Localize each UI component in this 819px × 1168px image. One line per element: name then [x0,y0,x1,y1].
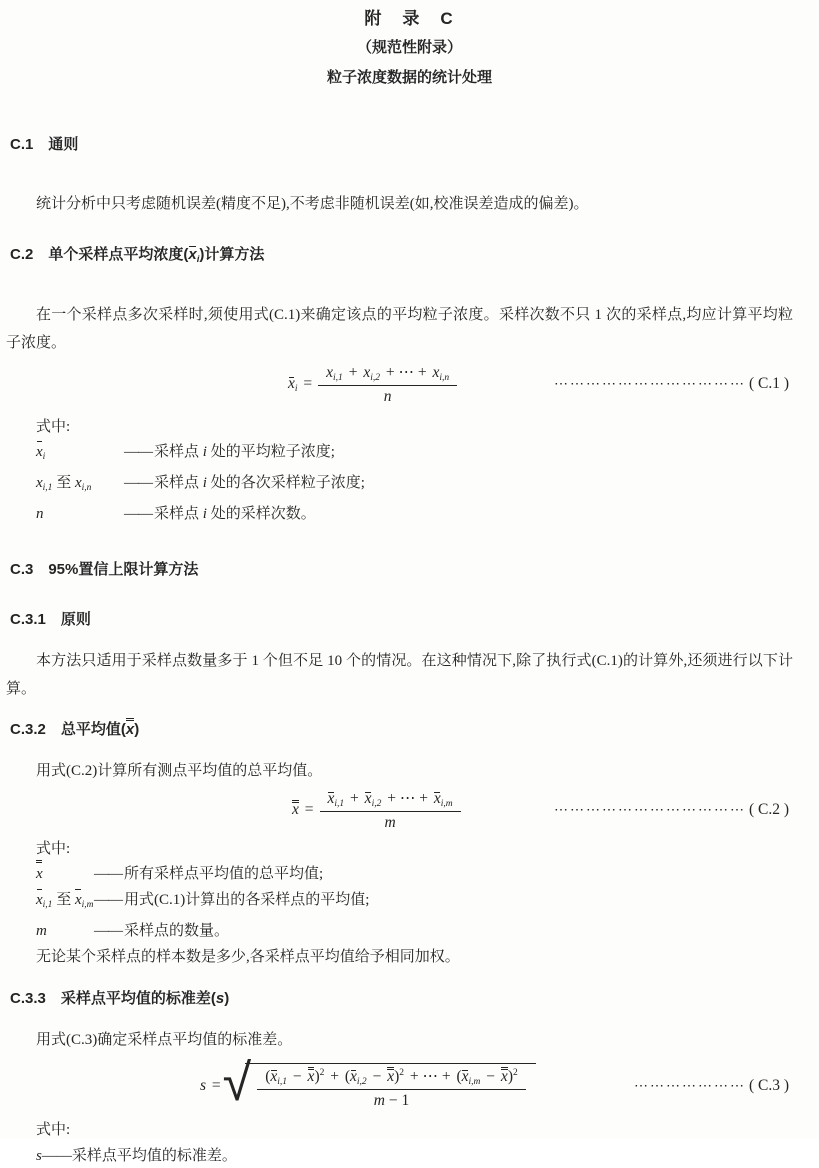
definition-list-c2 [0,861,819,944]
fraction-c2-denominator: m [384,813,396,831]
definition-row [36,861,819,887]
heading-c1: C.1 通则 [10,136,79,153]
heading-c32: C.3.2 总平均值(x) [0,719,819,741]
definition-text: 采样点 i 处的采样次数。 [154,506,316,522]
definition-row [36,918,819,944]
fraction-c1-denominator: n [383,387,392,405]
note-equal-weighting: 无论某个采样点的样本数是多少,各采样点平均值给予相同加权。 [36,949,460,965]
definition-symbol: $x_{i,1}$ 至 $x_{i,m}$ [36,887,94,918]
definition-dash: —— [124,444,152,460]
paragraph-c31: 本方法只适用于采样点数量多于 1 个但不足 10 个的情况。在这种情况下,除了执行式(C.1)的计算外,还须进行以下计算。 [6,653,793,697]
definition-text: 采样点的数量。 [124,923,230,939]
definition-row [36,439,819,470]
fraction-c3-denominator: m − 1 [373,1091,410,1109]
equation-c3-lhs: s = [200,1077,221,1094]
where-label-c1: 式中: [36,419,71,435]
definition-dash: —— [94,866,122,882]
equation-c1 [288,363,461,406]
definition-symbol: n [36,506,44,522]
fraction-c1-numerator: $x_{i,1} + x_{i,2}$ + ⋯ + $x_{i,n}$ [318,363,457,386]
definition-dash: —— [124,506,152,522]
definition-symbol: $x_i$ [36,439,124,470]
equation-c1-lhs: $x_i$ = [288,374,313,394]
fraction-c3-numerator: $(x_{i,1} - x)^2 + (x_{i,2} - x)^2$ + ⋯ + $(x_{i,m} - x)^2$ [257,1067,526,1090]
definition-symbol: x [36,861,94,887]
equation-c3 [200,1052,536,1113]
where-label-c2: 式中: [36,841,71,857]
fraction-c2-numerator: $x_{i,1} + x_{i,2}$ + ⋯ + $x_{i,m}$ [320,789,461,812]
paragraph-c32: 用式(C.2)计算所有测点平均值的总平均值。 [36,763,323,779]
appendix-subtitle: （规范性附录） [356,39,462,56]
dotted-leader-c3: ⋯⋯⋯⋯⋯⋯⋯ [633,1078,746,1094]
heading-c3: C.3 95%置信上限计算方法 [10,561,199,578]
heading-c33: C.3.3 采样点平均值的标准差(s) [10,990,230,1007]
appendix-title: 附 录 C [364,9,455,28]
formula-c1 [0,359,819,409]
paragraph-c33: 用式(C.3)确定采样点平均值的标准差。 [36,1032,293,1048]
heading-c2: C.2 单个采样点平均浓度$(x_i)$计算方法 [10,246,265,265]
equation-number-c3: ( C.3 ) [748,1077,789,1094]
radicand [245,1063,536,1110]
fraction-c2 [320,789,461,832]
fraction-c1 [318,363,457,406]
equation-c2 [292,789,465,832]
formula-c3 [0,1052,819,1114]
definition-text: 采样点 i 处的各次采样粒子浓度; [154,475,365,491]
definition-row [36,470,819,501]
definition-row [36,501,819,527]
definition-text: 采样点 i 处的平均粒子浓度; [154,444,335,460]
definition-symbol: $x_{i,1}$ 至 $x_{i,n}$ [36,475,92,493]
definition-list-c1 [0,439,819,527]
paragraph-c1: 统计分析中只考虑随机误差(精度不足),不考虑非随机误差(如,校准误差造成的偏差)。 [36,196,589,212]
definition-dash: —— [94,923,122,939]
fraction-c3 [257,1067,526,1110]
dotted-leader-c2: ⋯⋯⋯⋯⋯⋯⋯⋯⋯⋯⋯⋯ [553,802,746,818]
equation-number-c2: ( C.2 ) [748,801,789,818]
definition-text: 用式(C.1)计算出的各采样点的平均值; [124,892,370,908]
definition-s: s——采样点平均值的标准差。 [36,1148,237,1164]
radical-sign: √ [222,1052,252,1113]
definition-dash: —— [94,892,122,908]
paragraph-c2: 在一个采样点多次采样时,须使用式(C.1)来确定该点的平均粒子浓度。采样次数不只 1 次的采样点,均应计算平均粒子浓度。 [6,307,794,351]
dotted-leader-c1: ⋯⋯⋯⋯⋯⋯⋯⋯⋯⋯⋯⋯ [553,376,746,392]
square-root [222,1052,536,1113]
formula-c2 [0,785,819,835]
where-label-c3: 式中: [36,1122,71,1138]
definition-row [36,887,819,918]
definition-symbol: m [36,923,47,939]
appendix-topic: 粒子浓度数据的统计处理 [326,69,492,86]
equation-number-c1: ( C.1 ) [748,375,789,392]
definition-text: 所有采样点平均值的总平均值; [124,866,324,882]
definition-dash: —— [124,475,152,491]
heading-c31: C.3.1 原则 [10,611,91,628]
equation-c2-lhs: x = [292,801,314,818]
